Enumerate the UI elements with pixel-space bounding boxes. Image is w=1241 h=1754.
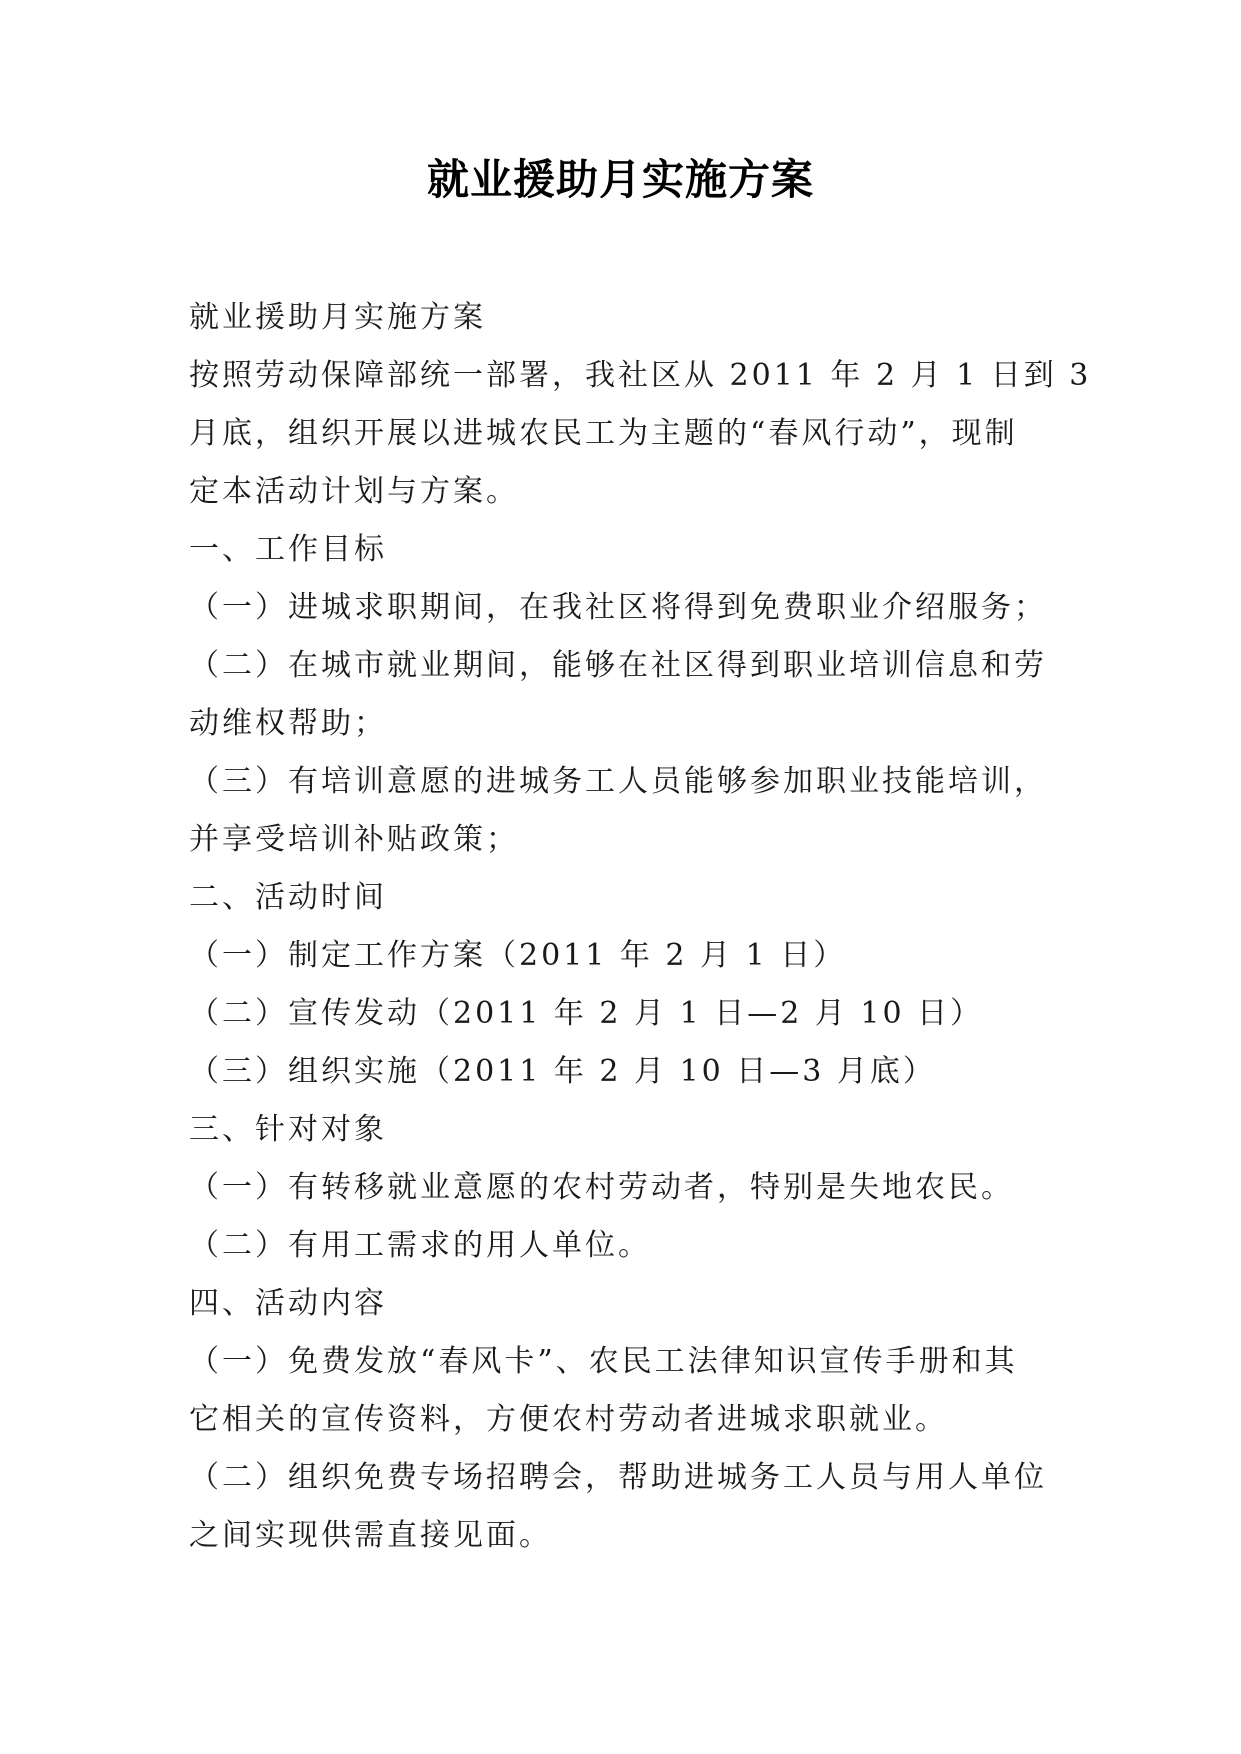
- content-item-1: （一）免费发放“春风卡”、农民工法律知识宣传手册和其: [189, 1344, 1018, 1379]
- content-item-1-cont: 它相关的宣传资料，方便农村劳动者进城求职就业。: [189, 1402, 948, 1437]
- body-line-intro-3: 定本活动计划与方案。: [189, 474, 519, 509]
- goal-item-2-cont: 动维权帮助；: [189, 706, 387, 741]
- document-title: 就业援助月实施方案: [426, 155, 814, 204]
- body-line-intro-1: 按照劳动保障部统一部署，我社区从 2011 年 2 月 1 日到 3: [189, 358, 1092, 393]
- target-item-2: （二）有用工需求的用人单位。: [189, 1228, 651, 1263]
- time-item-3: （三）组织实施（2011 年 2 月 10 日—3 月底）: [189, 1054, 936, 1089]
- document-body: [189, 289, 1092, 1565]
- target-item-1: （一）有转移就业意愿的农村劳动者，特别是失地农民。: [189, 1170, 1014, 1205]
- content-item-2-cont: 之间实现供需直接见面。: [189, 1518, 552, 1553]
- body-line-subtitle: 就业援助月实施方案: [189, 300, 486, 335]
- section-heading-content: 四、活动内容: [189, 1286, 387, 1321]
- goal-item-3-cont: 并享受培训补贴政策；: [189, 822, 519, 857]
- goal-item-1: （一）进城求职期间，在我社区将得到免费职业介绍服务；: [189, 590, 1047, 625]
- body-line-intro-2: 月底，组织开展以进城农民工为主题的“春风行动”，现制: [189, 416, 1018, 451]
- time-item-1: （一）制定工作方案（2011 年 2 月 1 日）: [189, 938, 847, 973]
- goal-item-3: （三）有培训意愿的进城务工人员能够参加职业技能培训，: [189, 764, 1047, 799]
- section-heading-goals: 一、工作目标: [189, 532, 387, 567]
- time-item-2: （二）宣传发动（2011 年 2 月 1 日—2 月 10 日）: [189, 996, 984, 1031]
- section-heading-time: 二、活动时间: [189, 880, 387, 915]
- content-item-2: （二）组织免费专场招聘会，帮助进城务工人员与用人单位: [189, 1460, 1047, 1495]
- section-heading-target: 三、针对对象: [189, 1112, 387, 1147]
- goal-item-2: （二）在城市就业期间，能够在社区得到职业培训信息和劳: [189, 648, 1047, 683]
